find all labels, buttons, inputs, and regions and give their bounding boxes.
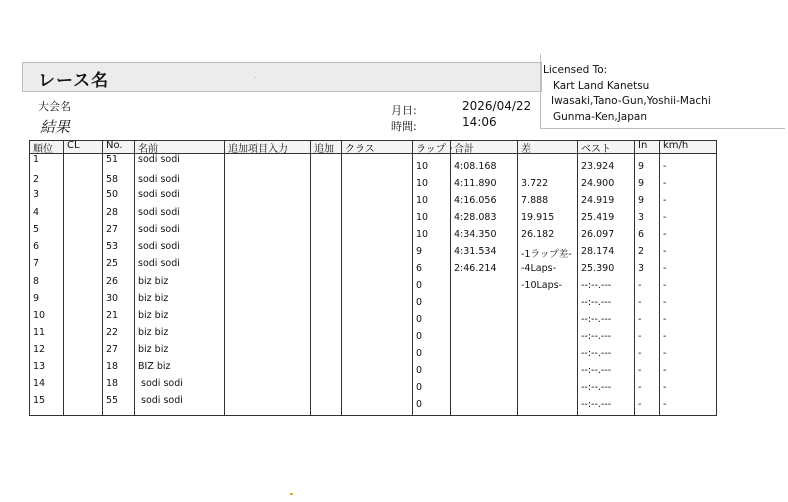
cell-kmh: - xyxy=(663,382,667,393)
cell-in: 3 xyxy=(638,212,645,223)
date-label: 月日: xyxy=(391,104,417,117)
cell-best: --:--.--- xyxy=(581,365,612,376)
cell-no: 26 xyxy=(106,276,119,287)
cell-diff: -4Laps- xyxy=(521,263,556,274)
cell-diff: -1ラップ差- xyxy=(521,249,572,260)
cell-pos: 3 xyxy=(33,189,40,200)
column-header: 差 xyxy=(521,144,531,155)
cell-laps: 6 xyxy=(416,263,423,274)
cell-in: - xyxy=(638,331,642,342)
cell-best: --:--.--- xyxy=(581,280,612,291)
column-divider xyxy=(450,141,451,415)
cell-total: 4:11.890 xyxy=(454,178,497,189)
cell-in: 9 xyxy=(638,195,645,206)
scan-speck xyxy=(255,77,256,78)
column-header: CL xyxy=(67,140,80,151)
cell-no: 18 xyxy=(106,378,119,389)
cell-best: --:--.--- xyxy=(581,382,612,393)
cell-name: sodi sodi xyxy=(138,189,180,200)
column-header: 順位 xyxy=(33,144,53,155)
cell-kmh: - xyxy=(663,365,667,376)
cell-in: 2 xyxy=(638,246,645,257)
cell-kmh: - xyxy=(663,348,667,359)
cell-in: - xyxy=(638,365,642,376)
cell-name: sodi sodi xyxy=(138,154,180,165)
cell-name: sodi sodi xyxy=(138,174,180,185)
cell-laps: 0 xyxy=(416,331,423,342)
cell-kmh: - xyxy=(663,195,667,206)
column-divider xyxy=(310,141,311,415)
cell-laps: 9 xyxy=(416,246,423,257)
cell-laps: 0 xyxy=(416,314,423,325)
cell-best: 24.900 xyxy=(581,178,615,189)
date-value: 2026/04/22 xyxy=(462,99,532,113)
cell-no: 58 xyxy=(106,174,119,185)
cell-laps: 10 xyxy=(416,229,429,240)
license-heading: Licensed To: xyxy=(543,64,608,76)
cell-total: 4:31.534 xyxy=(454,246,497,257)
cell-pos: 13 xyxy=(33,361,46,372)
race-name: レース名 xyxy=(38,71,110,91)
cell-name: sodi sodi xyxy=(141,395,183,406)
cell-kmh: - xyxy=(663,212,667,223)
cell-in: - xyxy=(638,314,642,325)
column-header: In xyxy=(638,140,648,151)
cell-laps: 0 xyxy=(416,365,423,376)
cell-best: --:--.--- xyxy=(581,297,612,308)
cell-best: --:--.--- xyxy=(581,399,612,410)
cell-kmh: - xyxy=(663,314,667,325)
cell-pos: 11 xyxy=(33,327,46,338)
cell-best: 25.390 xyxy=(581,263,615,274)
column-header: No. xyxy=(106,140,123,151)
cell-best: 28.174 xyxy=(581,246,615,257)
cell-in: - xyxy=(638,399,642,410)
column-divider xyxy=(224,141,225,415)
cell-name: biz biz xyxy=(138,310,169,321)
cell-total: 4:16.056 xyxy=(454,195,497,206)
cell-pos: 10 xyxy=(33,310,46,321)
cell-in: 9 xyxy=(638,178,645,189)
license-address-2: Gunma-Ken,Japan xyxy=(553,111,647,123)
cell-pos: 9 xyxy=(33,293,40,304)
cell-laps: 10 xyxy=(416,178,429,189)
cell-no: 25 xyxy=(106,258,119,269)
cell-kmh: - xyxy=(663,331,667,342)
license-address-1: Iwasaki,Tano-Gun,Yoshii-Machi xyxy=(551,95,711,107)
cell-no: 55 xyxy=(106,395,119,406)
cell-best: --:--.--- xyxy=(581,331,612,342)
event-name-label: 大会名 xyxy=(38,100,71,113)
column-header: ベスト xyxy=(581,144,611,155)
cell-name: sodi sodi xyxy=(141,378,183,389)
result-heading: 結果 xyxy=(40,118,71,136)
cell-in: 6 xyxy=(638,229,645,240)
cell-pos: 7 xyxy=(33,258,40,269)
cell-pos: 5 xyxy=(33,224,40,235)
cell-kmh: - xyxy=(663,399,667,410)
cell-no: 51 xyxy=(106,154,119,165)
cell-name: biz biz xyxy=(138,276,169,287)
cell-no: 21 xyxy=(106,310,119,321)
cell-best: 25.419 xyxy=(581,212,615,223)
cell-no: 27 xyxy=(106,344,119,355)
cell-laps: 10 xyxy=(416,212,429,223)
column-divider xyxy=(517,141,518,415)
column-header: クラス xyxy=(345,144,375,155)
cell-pos: 12 xyxy=(33,344,46,355)
cell-no: 53 xyxy=(106,241,119,252)
cell-diff: -10Laps- xyxy=(521,280,563,291)
scan-mark xyxy=(290,493,293,495)
cell-name: biz biz xyxy=(138,327,169,338)
cell-in: 3 xyxy=(638,263,645,274)
cell-name: sodi sodi xyxy=(138,258,180,269)
cell-name: sodi sodi xyxy=(138,207,180,218)
cell-no: 22 xyxy=(106,327,119,338)
cell-pos: 15 xyxy=(33,395,46,406)
cell-in: - xyxy=(638,382,642,393)
cell-total: 2:46.214 xyxy=(454,263,497,274)
cell-name: biz biz xyxy=(138,344,169,355)
cell-name: BIZ biz xyxy=(138,361,171,372)
cell-best: --:--.--- xyxy=(581,348,612,359)
column-header: 追加 xyxy=(314,144,334,155)
cell-diff: 26.182 xyxy=(521,229,555,240)
cell-diff: 7.888 xyxy=(521,195,549,206)
cell-pos: 8 xyxy=(33,276,40,287)
cell-no: 27 xyxy=(106,224,119,235)
cell-in: - xyxy=(638,297,642,308)
cell-pos: 14 xyxy=(33,378,46,389)
column-divider xyxy=(341,141,342,415)
cell-best: 24.919 xyxy=(581,195,615,206)
cell-pos: 2 xyxy=(33,174,40,185)
cell-name: biz biz xyxy=(138,293,169,304)
time-label: 時間: xyxy=(391,120,417,133)
cell-in: - xyxy=(638,280,642,291)
cell-kmh: - xyxy=(663,178,667,189)
cell-laps: 0 xyxy=(416,280,423,291)
cell-in: - xyxy=(638,348,642,359)
cell-no: 28 xyxy=(106,207,119,218)
cell-laps: 10 xyxy=(416,195,429,206)
cell-no: 30 xyxy=(106,293,119,304)
cell-laps: 10 xyxy=(416,161,429,172)
cell-pos: 6 xyxy=(33,241,40,252)
cell-laps: 0 xyxy=(416,399,423,410)
results-table-header xyxy=(30,141,716,154)
cell-name: sodi sodi xyxy=(138,241,180,252)
cell-kmh: - xyxy=(663,246,667,257)
column-header: km/h xyxy=(663,140,689,151)
cell-laps: 0 xyxy=(416,382,423,393)
cell-name: sodi sodi xyxy=(138,224,180,235)
cell-kmh: - xyxy=(663,161,667,172)
column-divider xyxy=(659,141,660,415)
column-divider xyxy=(134,141,135,415)
cell-kmh: - xyxy=(663,280,667,291)
column-header: 追加項目入力 xyxy=(228,144,288,155)
column-header: 合計 xyxy=(454,144,474,155)
column-header: ラップ・ xyxy=(416,144,456,155)
cell-total: 4:08.168 xyxy=(454,161,497,172)
column-divider xyxy=(577,141,578,415)
column-divider xyxy=(102,141,103,415)
cell-laps: 0 xyxy=(416,297,423,308)
cell-total: 4:34.350 xyxy=(454,229,497,240)
results-table xyxy=(29,140,717,416)
cell-in: 9 xyxy=(638,161,645,172)
cell-best: --:--.--- xyxy=(581,314,612,325)
cell-laps: 0 xyxy=(416,348,423,359)
cell-pos: 1 xyxy=(33,154,40,165)
cell-diff: 3.722 xyxy=(521,178,549,189)
column-header: 名前 xyxy=(138,144,158,155)
column-divider xyxy=(63,141,64,415)
time-value: 14:06 xyxy=(462,115,497,129)
cell-total: 4:28.083 xyxy=(454,212,497,223)
cell-no: 18 xyxy=(106,361,119,372)
cell-best: 26.097 xyxy=(581,229,615,240)
cell-kmh: - xyxy=(663,263,667,274)
license-name: Kart Land Kanetsu xyxy=(553,80,650,92)
cell-no: 50 xyxy=(106,189,119,200)
cell-kmh: - xyxy=(663,229,667,240)
cell-best: 23.924 xyxy=(581,161,615,172)
column-divider xyxy=(634,141,635,415)
cell-kmh: - xyxy=(663,297,667,308)
cell-pos: 4 xyxy=(33,207,40,218)
column-divider xyxy=(412,141,413,415)
cell-diff: 19.915 xyxy=(521,212,555,223)
